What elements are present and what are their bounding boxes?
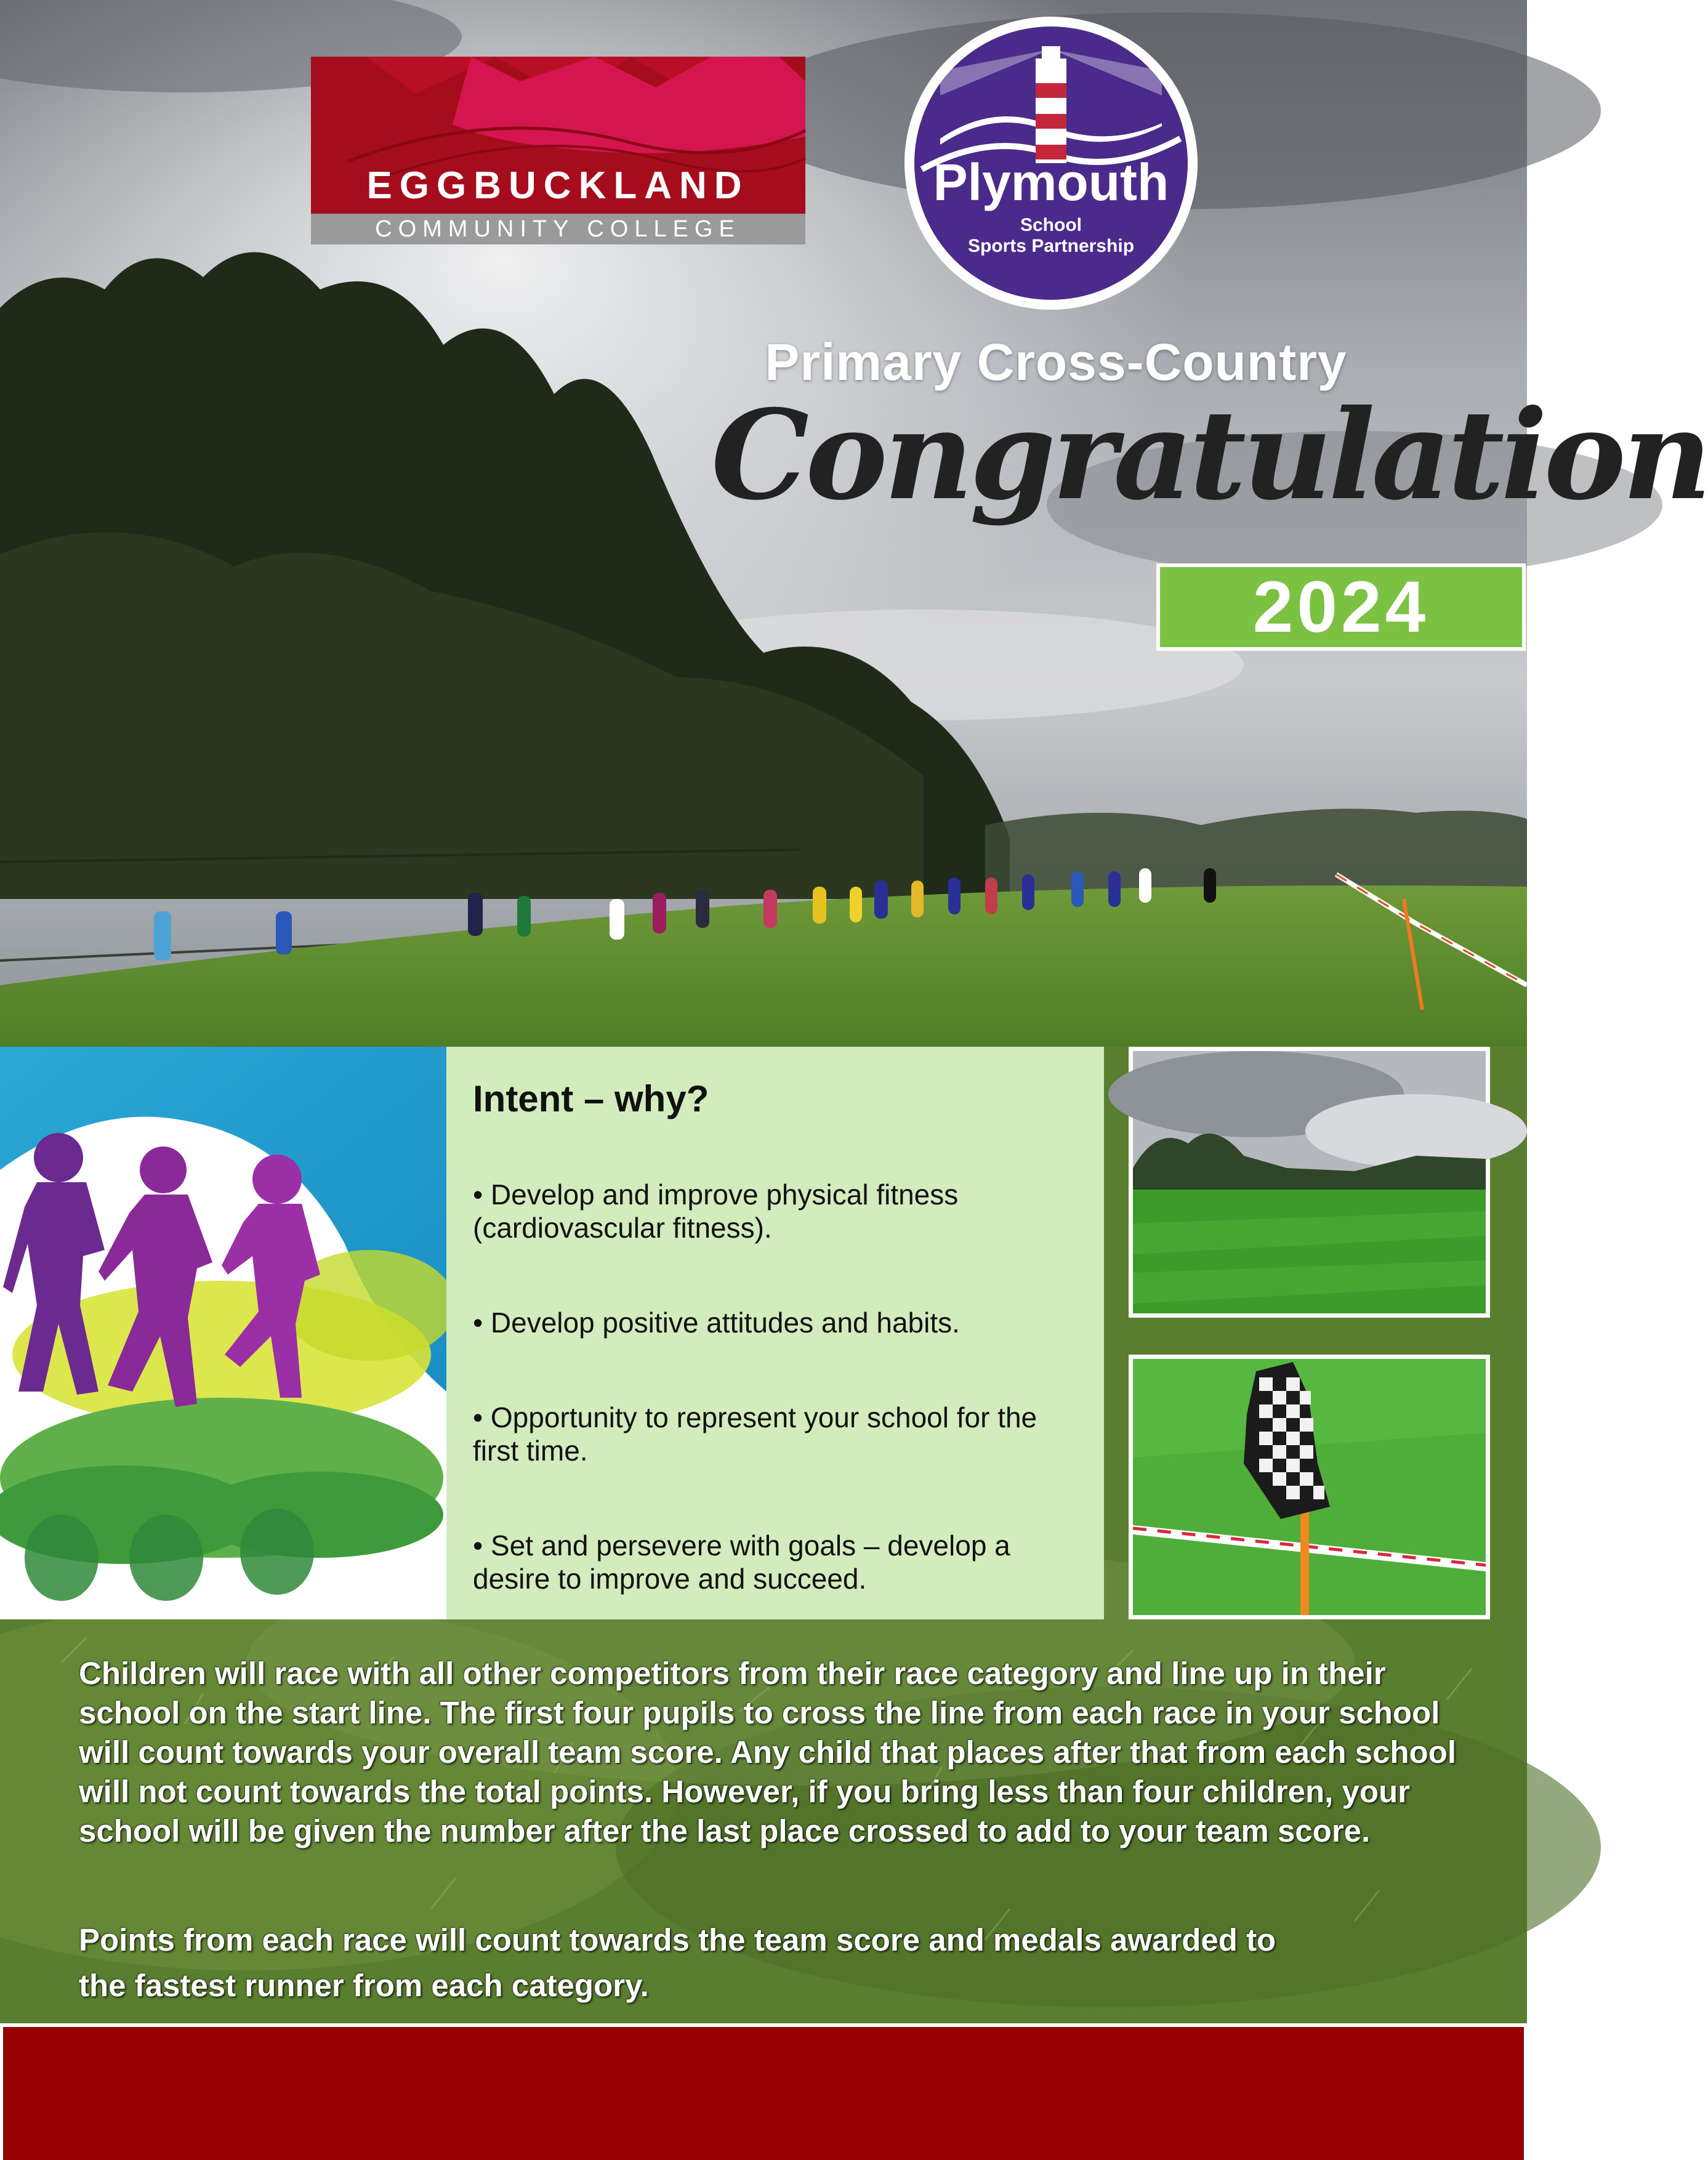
intent-bullet: • Opportunity to represent your school for the first time.	[473, 1401, 1037, 1467]
eggbuckland-logo-name: EGGBUCKLAND	[366, 164, 749, 207]
eggbuckland-logo-graphic	[311, 57, 805, 244]
playing-field-photo	[1129, 1047, 1490, 1318]
eggbuckland-logo-subtitle: COMMUNITY COLLEGE	[375, 216, 741, 242]
plymouth-logo-school: School	[1020, 215, 1082, 235]
event-title: Primary Cross-Country	[765, 333, 1347, 391]
intent-bullet: • Set and persevere with goals – develop a desire to improve and succeed.	[473, 1529, 1010, 1595]
intent-bullet: • Develop positive attitudes and habits.	[473, 1307, 960, 1339]
points-paragraph: Points from each race will count towards the team score and medals awarded to the fastest runner from each category.	[79, 1922, 1276, 2003]
intent-heading: Intent – why?	[473, 1078, 709, 1119]
intent-bullet: • Develop and improve physical fitness (cardiovascular fitness).	[473, 1179, 959, 1244]
finish-flag-photo	[1129, 1355, 1490, 1619]
plymouth-logo-name: Plymouth	[933, 153, 1169, 211]
playing-field-photo-image	[1133, 1051, 1486, 1313]
runners-silhouette-art	[0, 1047, 446, 1619]
finish-flag-photo-image	[1133, 1359, 1486, 1615]
congratulation-script: Congratulation	[711, 383, 1708, 528]
year-label: 2024	[1252, 566, 1430, 648]
footer-band	[3, 2027, 1524, 2160]
plymouth-ssp-logo-graphic	[903, 15, 1199, 311]
race-rules-paragraph: Children will race with all other competitors from their race category and line up in their school on the start line. The first four pupils to cross the line from each race in your school will count towards your overall team score. Any child that places after that from each school will not count towards the total points. However, if you bring less than four children, your school will be given the number after the last place crossed to add to your team score.	[79, 1656, 1457, 1848]
intent-panel	[446, 1047, 1104, 1619]
plymouth-ssp-logo	[903, 15, 1199, 311]
plymouth-logo-partnership: Sports Partnership	[967, 236, 1135, 256]
eggbuckland-logo	[311, 57, 805, 244]
